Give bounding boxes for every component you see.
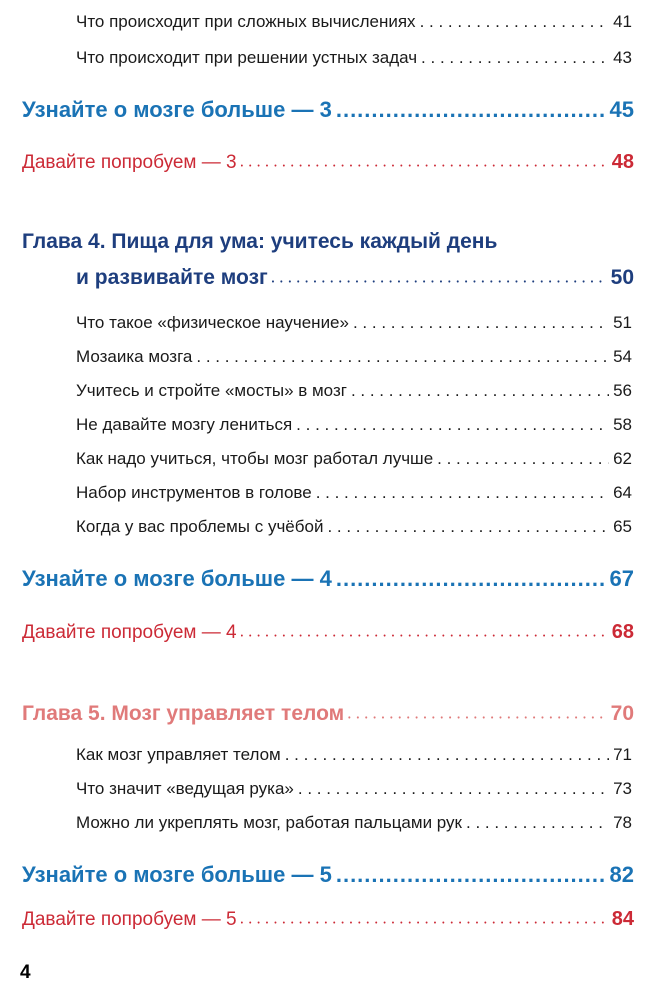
toc-entry[interactable] [76, 48, 632, 68]
toc-entry-page: 71 [613, 745, 632, 764]
leader-dots [241, 152, 608, 174]
leader-dots [241, 622, 608, 644]
toc-entry[interactable] [76, 483, 632, 503]
toc-entry-page: 64 [613, 483, 632, 502]
toc-entry-title: Мозаика мозга [76, 347, 193, 366]
toc-entry[interactable] [76, 313, 632, 333]
leader-dots [353, 313, 609, 333]
toc-entry-page: 51 [613, 313, 632, 332]
leader-dots [327, 517, 609, 537]
leader-dots [348, 702, 606, 726]
toc-entry-page: 41 [613, 12, 632, 31]
leader-dots [272, 266, 607, 290]
toc-entry-page: 73 [613, 779, 632, 798]
toc-try-3[interactable] [22, 151, 634, 174]
try-title: Давайте попробуем — 5 [22, 909, 237, 930]
toc-entry[interactable] [76, 449, 632, 469]
toc-entry-page: 43 [613, 48, 632, 67]
toc-learn-more-5[interactable] [22, 862, 634, 888]
toc-learn-more-4[interactable] [22, 566, 634, 592]
toc-try-4[interactable] [22, 621, 634, 644]
try-page: 68 [611, 621, 634, 643]
chapter-5-heading[interactable] [22, 702, 634, 726]
toc-entry-title: Что значит «ведущая рука» [76, 779, 294, 798]
learn-more-title: Узнайте о мозге больше — 5 [22, 862, 332, 887]
chapter-4-title-line2: и развивайте мозг [76, 266, 268, 289]
toc-learn-more-3[interactable] [22, 97, 634, 123]
chapter-5-page: 70 [610, 702, 634, 725]
chapter-4-heading[interactable] [76, 266, 634, 290]
toc-entry-title: Что происходит при решении устных задач [76, 48, 418, 67]
leader-dots [466, 813, 609, 833]
learn-more-page: 45 [609, 97, 634, 122]
leader-dots [421, 48, 609, 68]
learn-more-page: 82 [609, 862, 634, 887]
chapter-5-title: Глава 5. Мозг управляет телом [22, 702, 345, 725]
toc-entry[interactable] [76, 813, 632, 833]
toc-entry-page: 62 [613, 449, 632, 468]
toc-entry-page: 56 [613, 381, 632, 400]
toc-entry-page: 65 [613, 517, 632, 536]
toc-entry-title: Учитесь и стройте «мосты» в мозг [76, 381, 347, 400]
toc-entry-title: Что происходит при сложных вычислениях [76, 12, 416, 31]
toc-entry[interactable] [76, 12, 632, 32]
try-title: Давайте попробуем — 3 [22, 152, 237, 173]
toc-entry[interactable] [76, 347, 632, 367]
leader-dots [298, 779, 609, 799]
toc-entry[interactable] [76, 745, 632, 765]
toc-entry-page: 58 [613, 415, 632, 434]
learn-more-title: Узнайте о мозге больше — 4 [22, 566, 332, 591]
toc-entry-title: Как мозг управляет телом [76, 745, 281, 764]
leader-dots [285, 745, 609, 765]
toc-entry[interactable] [76, 381, 632, 401]
leader-dots [351, 381, 609, 401]
leader-dots [336, 862, 606, 888]
chapter-4-page: 50 [610, 266, 634, 289]
toc-entry-title: Не давайте мозгу лениться [76, 415, 293, 434]
leader-dots [336, 566, 606, 592]
toc-entry[interactable] [76, 415, 632, 435]
leader-dots [296, 415, 609, 435]
toc-entry-title: Что такое «физическое научение» [76, 313, 349, 332]
toc-entry-title: Можно ли укреплять мозг, работая пальцами рук [76, 813, 462, 832]
learn-more-title: Узнайте о мозге больше — 3 [22, 97, 332, 122]
try-page: 48 [611, 151, 634, 173]
try-page: 84 [611, 908, 634, 930]
toc-entry-title: Когда у вас проблемы с учёбой [76, 517, 324, 536]
toc-try-5[interactable] [22, 908, 634, 931]
leader-dots [437, 449, 609, 469]
toc-entry-title: Как надо учиться, чтобы мозг работал лучше [76, 449, 434, 468]
toc-entry-page: 78 [613, 813, 632, 832]
toc-entry-page: 54 [613, 347, 632, 366]
try-title: Давайте попробуем — 4 [22, 622, 237, 643]
toc-entry-title: Набор инструментов в голове [76, 483, 312, 502]
leader-dots [420, 12, 610, 32]
toc-entry[interactable] [76, 517, 632, 537]
leader-dots [336, 97, 606, 123]
page-number: 4 [20, 962, 31, 983]
toc-entry[interactable] [76, 779, 632, 799]
leader-dots [316, 483, 609, 503]
leader-dots [241, 909, 608, 931]
leader-dots [196, 347, 609, 367]
learn-more-page: 67 [609, 566, 634, 591]
chapter-4-title[interactable]: Глава 4. Пища для ума: учитесь каждый день [22, 230, 498, 253]
